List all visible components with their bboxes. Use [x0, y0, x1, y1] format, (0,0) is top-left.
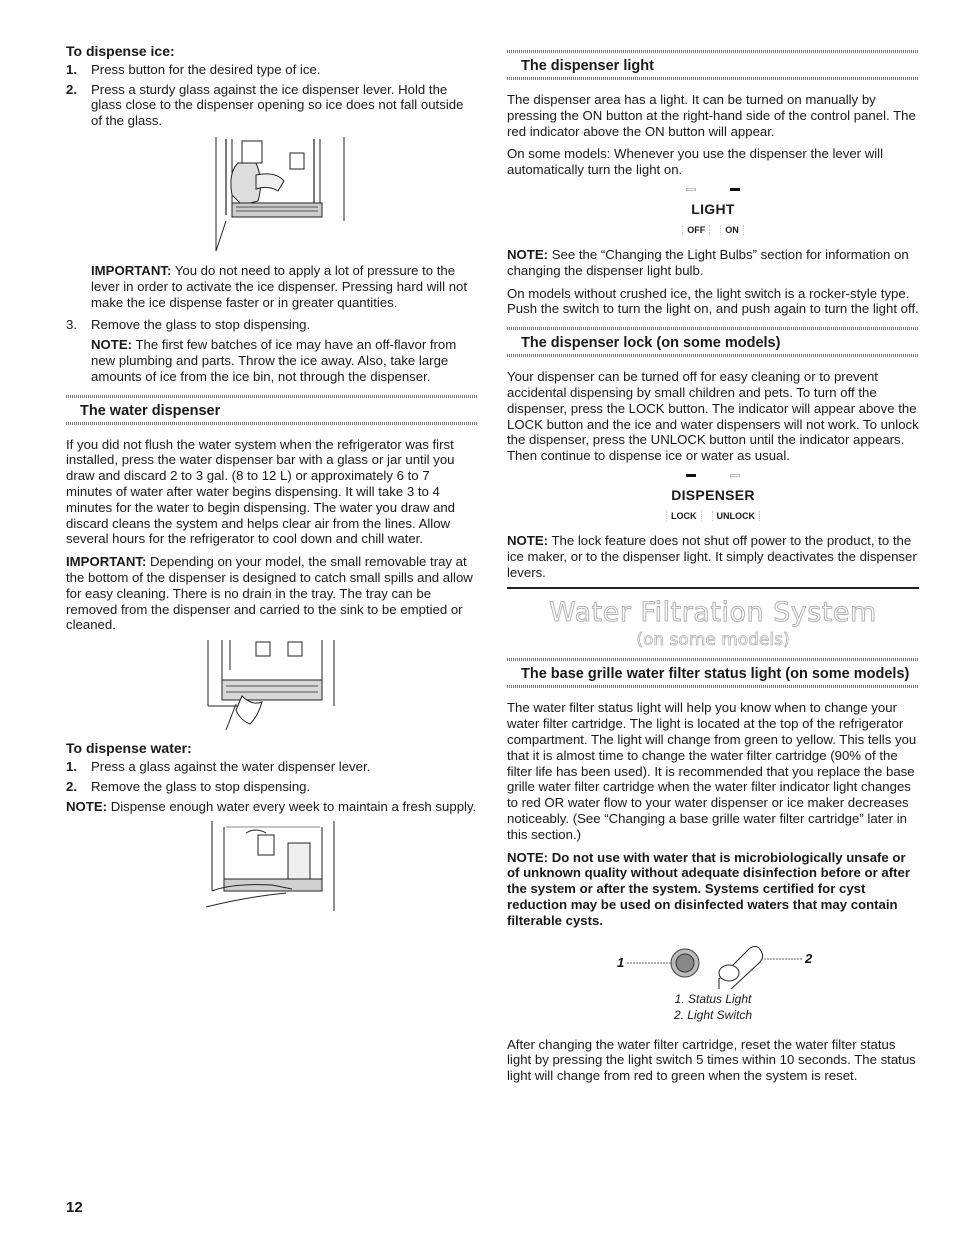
unlock-button[interactable]: UNLOCK — [712, 511, 761, 521]
important-note-1 — [91, 263, 478, 310]
ice-step-3 — [66, 317, 478, 333]
light-indicators — [507, 185, 919, 195]
page-number: 12 — [66, 1199, 83, 1216]
reset-paragraph: After changing the water filter cartridge, reset the water filter status light by pressing the light switch 5 times within 10 seconds. The status light will change from red to green when the system is reset. — [507, 1036, 916, 1084]
off-indicator-icon — [686, 188, 696, 191]
step-text: Press a glass against the water dispenser lever. — [91, 758, 371, 774]
caption-status-light: 1. Status Light — [674, 991, 752, 1006]
removable-tray-figure — [66, 640, 478, 735]
list-item — [66, 759, 478, 775]
lock-indicators — [507, 471, 919, 481]
hatched-rule — [507, 77, 919, 80]
note-text: See the “Changing the Light Bulbs” section for information on changing the dispenser light bulb. — [507, 246, 909, 278]
caption-light-switch: 2. Light Switch — [673, 1007, 753, 1022]
on-indicator-icon — [730, 188, 740, 191]
dispenser-lock-panel — [507, 471, 919, 521]
lock-paragraph: Your dispenser can be turned off for easy cleaning or to prevent accidental dispensing by small children and pets. To turn off the dispenser, press the LOCK button. The indicator will appear above the LOCK button and the ice and water dispensers will not work. To unlock the dispenser, press the UNLOCK button until the indicator appears. Then continue to dispense ice or water as usual. — [507, 369, 919, 464]
hatched-rule — [507, 354, 919, 357]
grille-filter-section-header — [507, 658, 919, 688]
grille-paragraph: The water filter status light will help you know when to change your water filter cartridge. The light is located at the top of the refrigerator compartment. The light will change from green to yellow. This tells you that it is almost time to change the water filter cartridge (90% of the filter life has been used). It is recommended that you replace the base grille water filter cartridge when the water filter indicator light changes to red OR water flow to your water dispenser or ice maker decreases noticeably. (See “Changing a base grille water filter cartridge” later in this section.) — [507, 700, 917, 842]
lock-buttons — [507, 511, 919, 521]
light-on-button[interactable]: ON — [720, 225, 744, 235]
lock-indicator-icon — [686, 474, 696, 477]
light-off-button[interactable]: OFF — [682, 225, 710, 235]
water-paragraph: If you did not flush the water system when the refrigerator was first installed, press the water dispenser bar with a glass or jar until you draw and discard 2 to 3 gal. (8 to 12 L) or approximately 6 to 7 minutes of water after water begins dispensing. It will take 3 to 4 minutes for the water to begin dispensing. The water you draw and discard cleans the system and helps clear air from the lines. Allow several hours for the refrigerator to cool down and chill water. — [66, 436, 456, 547]
safety-note: NOTE: Do not use with water that is microbiologically unsafe or of unknown quality without adequate disinfection before or after the system or after the system. Systems certified for cyst reduction may be used on disinfected waters that may contain filterable cysts. — [507, 849, 910, 928]
note-2 — [66, 799, 478, 815]
note-4 — [507, 533, 919, 580]
important-note-2 — [66, 554, 478, 633]
note-text: The lock feature does not shut off power to the product, to the ice maker, or to the dispenser light. It simply deactivates the dispenser levers. — [507, 532, 917, 580]
hatched-rule — [66, 422, 478, 425]
section-title: The dispenser light — [521, 58, 654, 74]
water-dispenser-illustration — [66, 821, 478, 913]
note-label: NOTE: — [507, 532, 549, 548]
step-number: 2. — [66, 778, 77, 794]
glass-at-ice-lever-figure — [66, 135, 478, 253]
water-steps — [66, 759, 478, 795]
tray-illustration — [66, 640, 478, 735]
right-column — [507, 50, 919, 1091]
step-number: 1. — [66, 758, 77, 774]
list-item — [66, 82, 478, 129]
list-item — [66, 779, 478, 795]
important-text: You do not need to apply a lot of pressure to the lever in order to activate the ice dispenser. Pressing hard will not make the ice dispense faster or in greater quantities. — [91, 262, 468, 310]
list-item — [66, 317, 478, 333]
status-light-figure — [507, 939, 919, 989]
step-text: Remove the glass to stop dispensing. — [91, 778, 311, 794]
note-label: NOTE: — [91, 337, 133, 353]
light-paragraph-3: On models without crushed ice, the light switch is a rocker-style type. Push the switch to turn the light on, and push again to turn the light off. — [507, 285, 919, 317]
step-number: 1. — [66, 61, 77, 77]
dispenser-light-section-header — [507, 50, 919, 80]
panel-title: LIGHT — [691, 200, 735, 217]
important-label: IMPORTANT: — [66, 554, 147, 570]
note-3 — [507, 247, 919, 279]
status-light-illustration — [507, 939, 919, 989]
list-item — [66, 62, 478, 78]
callout-1: 1 — [617, 954, 625, 970]
unlock-indicator-icon — [730, 474, 740, 477]
water-dispenser-section-header — [66, 395, 478, 425]
left-column — [66, 44, 478, 923]
hatched-rule — [507, 685, 919, 688]
dispenser-lock-section-header — [507, 327, 919, 357]
dispense-ice-heading: To dispense ice: — [66, 43, 175, 59]
light-paragraph-2: On some models: Whenever you use the dispenser the lever will automatically turn the light on. — [507, 146, 884, 178]
panel-title: DISPENSER — [671, 486, 755, 503]
ice-dispenser-illustration — [66, 135, 478, 253]
section-title: The water dispenser — [80, 402, 221, 419]
glass-at-water-lever-figure — [66, 821, 478, 913]
section-title: The base grille water filter status light (on some models) — [521, 666, 910, 683]
callout-2: 2 — [805, 950, 813, 966]
ice-steps — [66, 62, 478, 129]
light-control-panel — [507, 185, 919, 235]
important-text: Depending on your model, the small removable tray at the bottom of the dispenser is designed to catch small spills and allow for easy cleaning. There is no drain in the tray. The tray can be removed from the dispenser and carried to the sink to be emptied or cleaned. — [66, 554, 473, 633]
important-label: IMPORTANT: — [91, 262, 172, 278]
step-text: Press button for the desired type of ice. — [91, 61, 321, 77]
filtration-subtitle: (on some models) — [636, 630, 790, 651]
note-label: NOTE: — [66, 798, 108, 814]
step-text: Press a sturdy glass against the ice dispenser lever. Hold the glass close to the dispenser opening so ice does not fall outside of the glass. — [91, 81, 464, 129]
note-text: The first few batches of ice may have an off-flavor from new plumbing and parts. Throw the ice away. Also, take large amounts of ice from the ice bin, not through the dispenser. — [91, 337, 457, 384]
step-text: Remove the glass to stop dispensing. — [91, 317, 311, 333]
lock-button[interactable]: LOCK — [666, 511, 702, 521]
dispense-water-heading: To dispense water: — [66, 740, 192, 757]
note-label: NOTE: — [507, 246, 549, 262]
step-number: 2. — [66, 81, 77, 97]
section-divider — [507, 587, 919, 589]
filtration-title: Water Filtration System — [549, 597, 877, 629]
step-number: 3. — [66, 317, 77, 333]
light-buttons — [507, 225, 919, 235]
light-paragraph-1: The dispenser area has a light. It can be turned on manually by pressing the ON button at the right-hand side of the control panel. The red indicator above the ON button will appear. — [507, 92, 916, 139]
section-title: The dispenser lock (on some models) — [521, 335, 781, 352]
note-1 — [91, 337, 478, 384]
note-text: Dispense enough water every week to maintain a fresh supply. — [107, 798, 477, 814]
